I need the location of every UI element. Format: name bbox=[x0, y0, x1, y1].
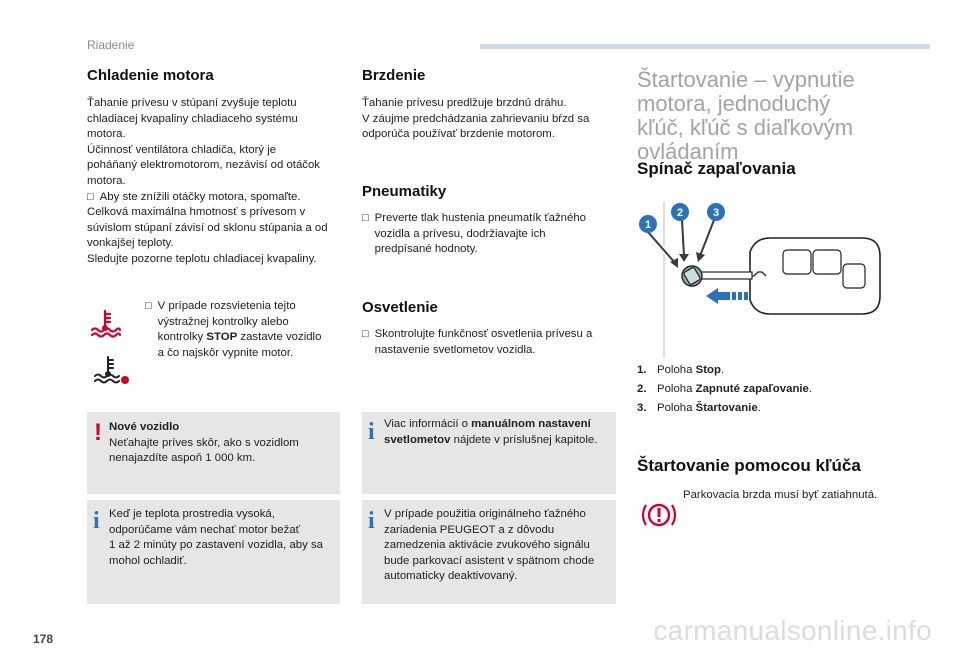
big-title-line: ovládaním bbox=[637, 139, 739, 164]
headlight-post: nájdete v príslušnej kapitole. bbox=[450, 433, 598, 446]
towbar-info-text bbox=[384, 507, 612, 585]
tyres-bullet bbox=[362, 211, 612, 258]
headlight-info-text bbox=[384, 417, 612, 448]
square-bullet-icon: □ bbox=[362, 328, 369, 340]
cooling-line: motora. bbox=[87, 174, 126, 187]
exclamation-icon: ! bbox=[94, 419, 102, 446]
positions-list bbox=[637, 361, 927, 418]
lights-bullet-text bbox=[375, 327, 593, 358]
cooling-line: motora. bbox=[87, 128, 126, 141]
list-post: . bbox=[757, 402, 761, 414]
brakes-line: Ťahanie prívesu predlžuje brzdnú dráhu. bbox=[362, 97, 567, 109]
square-bullet-icon: □ bbox=[87, 190, 94, 203]
cooling-title: Chladenie motora bbox=[87, 67, 214, 84]
list-item bbox=[637, 380, 927, 399]
new-vehicle-text bbox=[109, 420, 334, 467]
diagram-label-3: 3 bbox=[712, 207, 720, 219]
warning-bullet bbox=[145, 299, 345, 361]
bullet-text: Aby ste znížili otáčky motora, spomaľte. bbox=[99, 190, 301, 203]
headlight-line bbox=[384, 417, 612, 433]
headlight-pre: Viac informácií o bbox=[384, 418, 472, 430]
warning-text-post: zastavte vozidlo bbox=[237, 331, 322, 344]
list-item bbox=[637, 361, 927, 380]
tyres-line: Preverte tlak hustenia pneumatík ťažného bbox=[374, 212, 586, 224]
stop-label: STOP bbox=[206, 331, 238, 344]
brakes-line: odporúča používať brzdenie motorom. bbox=[362, 128, 555, 141]
brakes-title: Brzdenie bbox=[362, 67, 426, 84]
cooling-line: Ťahanie prívesu v stúpaní zvyšuje teplotu bbox=[87, 97, 297, 109]
hot-weather-line: Keď je teplota prostredia vysoká, bbox=[109, 508, 275, 520]
square-bullet-icon: □ bbox=[145, 300, 152, 312]
tyres-line: predpísané hodnoty. bbox=[374, 243, 478, 256]
lights-line: nastavenie svetlometov vozidla. bbox=[374, 343, 536, 356]
warning-bullet-row bbox=[145, 299, 345, 361]
warning-line: V prípade rozsvietenia tejto bbox=[157, 300, 296, 312]
headlight-bold: manuálnom nastavení bbox=[471, 418, 591, 430]
new-vehicle-line: Neťahajte príves skôr, ako s vozidlom bbox=[109, 436, 299, 449]
ignition-key-diagram bbox=[630, 192, 888, 362]
lights-line: Skontrolujte funkčnosť osvetlenia prívesu a bbox=[374, 328, 593, 340]
list-text bbox=[657, 380, 812, 399]
new-vehicle-title: Nové vozidlo bbox=[109, 421, 180, 433]
square-bullet-icon: □ bbox=[362, 212, 369, 224]
towbar-line: automaticky deaktivovaný. bbox=[384, 570, 518, 583]
lights-title: Osvetlenie bbox=[362, 299, 438, 316]
parking-note: Parkovacia brzda musí byť zatiahnutá. bbox=[683, 489, 878, 501]
list-pre: Poloha bbox=[657, 364, 696, 376]
info-icon: i bbox=[368, 419, 375, 445]
hot-weather-text bbox=[109, 507, 334, 569]
towbar-line: bude parkovací asistent v spätnom chode bbox=[384, 554, 595, 567]
big-title-line: Štartovanie – vypnutie bbox=[637, 67, 855, 92]
list-pre: Poloha bbox=[657, 402, 696, 414]
cooling-bullet bbox=[87, 190, 349, 206]
list-post: . bbox=[808, 383, 813, 395]
header-bar bbox=[480, 44, 930, 49]
list-bold: Stop bbox=[695, 364, 721, 376]
list-text bbox=[657, 399, 761, 418]
cooling-line: chladiacej kvapaliny chladiaceho systému bbox=[87, 112, 298, 125]
new-vehicle-line: nenajazdíte aspoň 1 000 km. bbox=[109, 452, 256, 465]
section-title: Riadenie bbox=[87, 38, 135, 52]
cooling-line: Účinnosť ventilátora chladiča, ktorý je bbox=[87, 143, 277, 156]
cooling-text bbox=[87, 96, 349, 268]
headlight-line bbox=[384, 433, 612, 449]
warning-line: výstražnej kontrolky alebo bbox=[157, 315, 289, 328]
starting-big-title bbox=[637, 68, 937, 164]
key-start-title: Štartovanie pomocou kľúča bbox=[637, 456, 861, 475]
coolant-temperature-icon bbox=[88, 308, 122, 338]
list-number: 3. bbox=[637, 402, 647, 414]
ignition-title: Spínač zapaľovania bbox=[637, 159, 796, 178]
warning-line bbox=[158, 330, 322, 346]
brakes-text bbox=[362, 96, 612, 143]
tyres-bullet-text bbox=[375, 211, 586, 258]
list-number: 2. bbox=[637, 383, 647, 395]
watermark: carmanualsonline.info bbox=[653, 615, 932, 646]
cooling-line: poháňaný elektromotorom, nezávisí od otáčok bbox=[87, 159, 321, 172]
towbar-line: V prípade použitia originálneho ťažného bbox=[384, 508, 586, 520]
big-title-line: kľúč, kľúč s diaľkovým bbox=[637, 115, 854, 140]
coolant-stop-icon bbox=[91, 354, 131, 386]
hot-weather-line: 1 až 2 minúty po zastavení vozidla, aby sa bbox=[109, 539, 324, 552]
warning-line: a čo najskôr vypnite motor. bbox=[157, 346, 294, 359]
list-number: 1. bbox=[637, 364, 647, 376]
warning-bullet-text bbox=[158, 299, 322, 361]
circle-exclamation-icon bbox=[641, 500, 677, 530]
list-item bbox=[637, 399, 927, 418]
tyres-title: Pneumatiky bbox=[362, 183, 447, 200]
towbar-line: zamedzenia aktivácie zvukového signálu bbox=[384, 539, 590, 552]
cooling-line: súvislom stúpaní závisí od sklonu stúpania a od bbox=[87, 221, 328, 234]
list-bold: Zapnuté zapaľovanie bbox=[695, 383, 809, 395]
hot-weather-line: mohol ochladiť. bbox=[109, 554, 187, 567]
towbar-line: zariadenia PEUGEOT a z dôvodu bbox=[384, 523, 555, 536]
list-post: . bbox=[720, 364, 725, 376]
brakes-line: V záujme predchádzania zahrievaniu bŕzd sa bbox=[362, 112, 590, 125]
diagram-label-2: 2 bbox=[676, 207, 684, 219]
list-pre: Poloha bbox=[657, 383, 696, 395]
tyres-line: vozidla a prívesu, dodržiavajte ich bbox=[374, 227, 546, 240]
info-icon: i bbox=[93, 508, 100, 534]
page-number: 178 bbox=[33, 632, 54, 646]
cooling-line: vonkajšej teploty. bbox=[87, 237, 174, 250]
hot-weather-line: odporúčame vám nechať motor bežať bbox=[109, 523, 300, 536]
big-title-line: motora, jednoduchý bbox=[637, 91, 831, 116]
list-bold: Štartovanie bbox=[695, 402, 758, 414]
warning-text-pre: kontrolky bbox=[157, 331, 207, 344]
headlight-bold: svetlometov bbox=[384, 433, 451, 446]
cooling-line: Celková maximálna hmotnosť s prívesom v bbox=[87, 206, 306, 219]
lights-bullet bbox=[362, 327, 617, 358]
cooling-line: Sledujte pozorne teplotu chladiacej kvapaliny. bbox=[87, 252, 317, 265]
list-text bbox=[657, 361, 724, 380]
tyres-text bbox=[362, 211, 612, 258]
info-icon: i bbox=[368, 508, 375, 534]
lights-text bbox=[362, 327, 617, 358]
diagram-label-1: 1 bbox=[644, 219, 652, 231]
